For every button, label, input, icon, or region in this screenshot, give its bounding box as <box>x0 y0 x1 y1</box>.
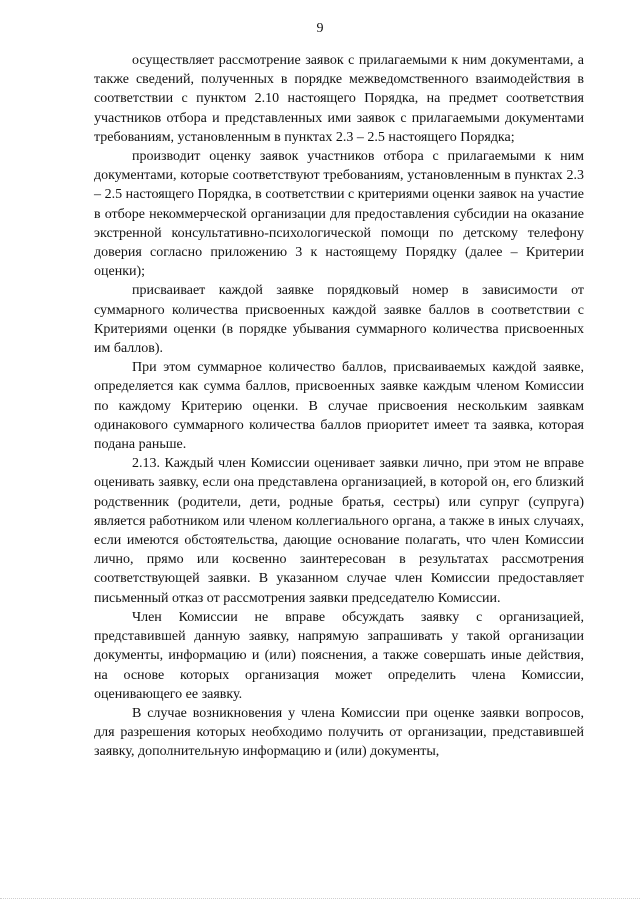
document-body <box>94 51 584 762</box>
paragraph-review-applications: осуществляет рассмотрение заявок с прилагаемыми к ним документами, а также сведений, полученных в порядке межведомственного взаимодействия в соответствии с пунктом 2.10 настоящего Порядка, на предмет соответствия участников отбора и представленных ими заявок с прилагаемыми документами требованиям, установленным в пунктах 2.3 – 2.5 настоящего Порядка; <box>94 53 584 145</box>
paragraph-additional-info: В случае возникновения у члена Комиссии при оценке заявки вопросов, для разрешения которых необходимо получить от организации, представившей заявку, дополнительную информацию и (или) документы, <box>94 705 584 760</box>
paragraph-assign-number: присваивает каждой заявке порядковый номер в зависимости от суммарного количества присвоенных каждой заявке баллов в соответствии с Критериями оценки (в порядке убывания суммарного количества присвоенных им баллов). <box>94 283 584 357</box>
paragraph-member-restrictions: Член Комиссии не вправе обсуждать заявку с организацией, представившей данную заявку, напрямую запрашивать у такой организации документы, информацию и (или) пояснения, а также совершать иные действия, на основе которых организация может определить члена Комиссии, оценивающего ее заявку. <box>94 609 584 702</box>
paragraph-clause-2-13: 2.13. Каждый член Комиссии оценивает заявки лично, при этом не вправе оценивать заявку, если она представлена организацией, в которой он, его близкий родственник (родители, дети, родные братья, сестры) или супруг (супруга) является работником или членом коллегиального органа, а также в иных случаях, если имеются обстоятельства, дающие основание полагать, что член Комиссии лично, прямо или косвенно заинтересован в результатах рассмотрения соответствующей заявки. В указанном случае член Комиссии предоставляет письменный отказ от рассмотрения заявки председателю Комиссии. <box>94 456 584 606</box>
paragraph-total-score: При этом суммарное количество баллов, присваиваемых каждой заявке, определяется как сумма баллов, присвоенных заявке каждым членом Комиссии по каждому Критерию оценки. В случае присвоения нескольким заявкам одинакового суммарного количества баллов приоритет имеет та заявка, которая подана раньше. <box>94 360 584 453</box>
paragraph-evaluate-applications: производит оценку заявок участников отбора с прилагаемыми к ним документами, которые соответствуют требованиям, установленным в пунктах 2.3 – 2.5 настоящего Порядка, в соответствии с критериями оценки заявок на участие в отборе некоммерческой организации для предоставления субсидии на оказание экстренной консультативно-психологической помощи по детскому телефону доверия согласно приложению 3 к настоящему Порядку (далее – Критерии оценки); <box>94 149 584 280</box>
page-bottom-divider <box>0 898 640 899</box>
page-number: 9 <box>316 21 324 36</box>
